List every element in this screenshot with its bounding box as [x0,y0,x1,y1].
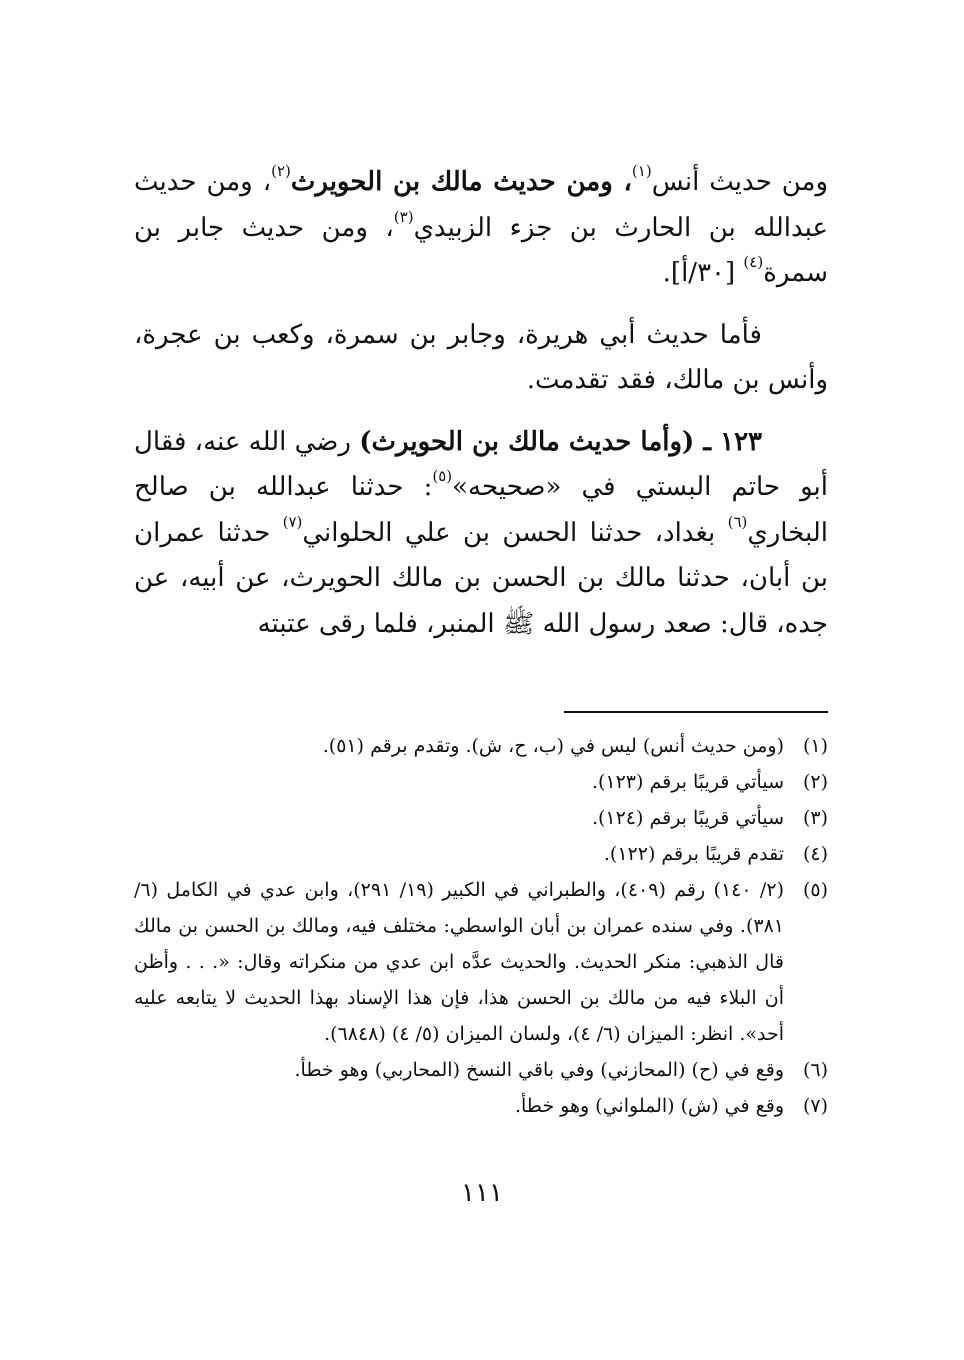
p3-text-b: : حدثنا عبدالله بن صالح البخاري [134,472,828,548]
page-number: ١١١ [461,1178,503,1208]
footnote-number: (٧) [802,1095,828,1117]
footnote-ref-6[interactable]: (٦) [727,512,748,531]
footnote-text: وقع في (ش) (الملواني) وهو خطأ. [514,1095,784,1117]
footnote-text: تقدم قريبًا برقم (١٢٢). [603,843,784,865]
footnote [134,764,828,800]
p1-text-c: ، ومن حديث عبدالله بن الحارث بن جزء الزبيدي [134,167,828,243]
footnote-text: (ومن حديث أنس) ليس في (ب، ح، ش). وتقدم برقم (٥١). [322,735,784,757]
p3-text-c: بغداد، حدثنا الحسن بن علي الحلواني [302,517,728,548]
p3-text-d: حدثنا عمران بن أبان، حدثنا مالك بن الحسن بن مالك الحويرث، عن أبيه، عن جده، قال: صعد رسول الله ﷺ المنبر، فلما رقى عتبته [134,517,828,639]
footnote-ref-1[interactable]: (١) [631,162,652,181]
hadith-heading: ١٢٣ ـ (وأما حديث مالك بن الحويرث) [359,426,763,457]
paragraph-2: فأما حديث أبي هريرة، وجابر بن سمرة، وكعب بن عجرة، وأنس بن مالك، فقد تقدمت. [134,319,828,395]
footnote-text: وقع في (ح) (المحازني) وفي باقي النسخ (المحاربي) وهو خطأ. [294,1059,784,1081]
footnote-text: (٢/ ١٤٠) رقم (٤٠٩)، والطبراني في الكبير (١٩/ ٢٩١)، وابن عدي في الكامل (٦/ ٣٨١). وفي سنده عمران بن أبان الواسطي: مختلف فيه، ومالك بن الحسن بن مالك قال الذهبي: منكر الحديث. والحديث عدَّه ابن عدي من منكراته وقال: «. . . وأظن أن البلاء فيه من مالك بن الحسن هذا، فإن هذا الإسناد بهذا الحديث لا يتابعه عليه أحد». انظر: الميزان (٦/ ٤)، ولسان الميزان (٥/ ٤) (٦٨٤٨). [134,879,784,1045]
footnote-separator [564,711,828,713]
p1-text-d: ، ومن حديث جابر بن سمرة [134,212,828,288]
footnote [134,728,828,764]
footnote-number: (٣) [802,807,828,829]
footnote-number: (٥) [802,879,828,901]
footnote-number: (٦) [802,1059,828,1081]
footnote-ref-5[interactable]: (٥) [432,467,453,486]
footnote-ref-4[interactable]: (٤) [743,253,764,272]
footnote-text: سيأتي قريبًا برقم (١٢٤). [591,807,784,829]
p1-text-e: [٣٠/أ]. [662,258,744,288]
footnote-number: (٤) [802,843,828,865]
footnote-ref-2[interactable]: (٢) [271,162,291,181]
footnote-ref-7[interactable]: (٧) [282,512,303,531]
paragraph-1 [134,160,828,297]
footnote-number: (١) [802,735,828,757]
footnotes [134,728,828,1124]
footnote-number: (٢) [802,771,828,793]
footnote [134,1052,828,1088]
main-text [134,160,828,647]
footnote [134,836,828,872]
footnote [134,872,828,1052]
footnote-ref-3[interactable]: (٣) [393,207,414,226]
paragraph-3 [134,420,828,648]
p3-text-a: رضي الله عنه، فقال أبو حاتم البستي في «صحيحه» [134,426,828,502]
p1-text-a: ومن حديث أنس [651,167,828,197]
p1-text-b: ، ومن حديث مالك بن الحويرث [290,167,632,197]
footnote [134,800,828,836]
footnote-text: سيأتي قريبًا برقم (١٢٣). [591,771,784,793]
footnote [134,1088,828,1124]
